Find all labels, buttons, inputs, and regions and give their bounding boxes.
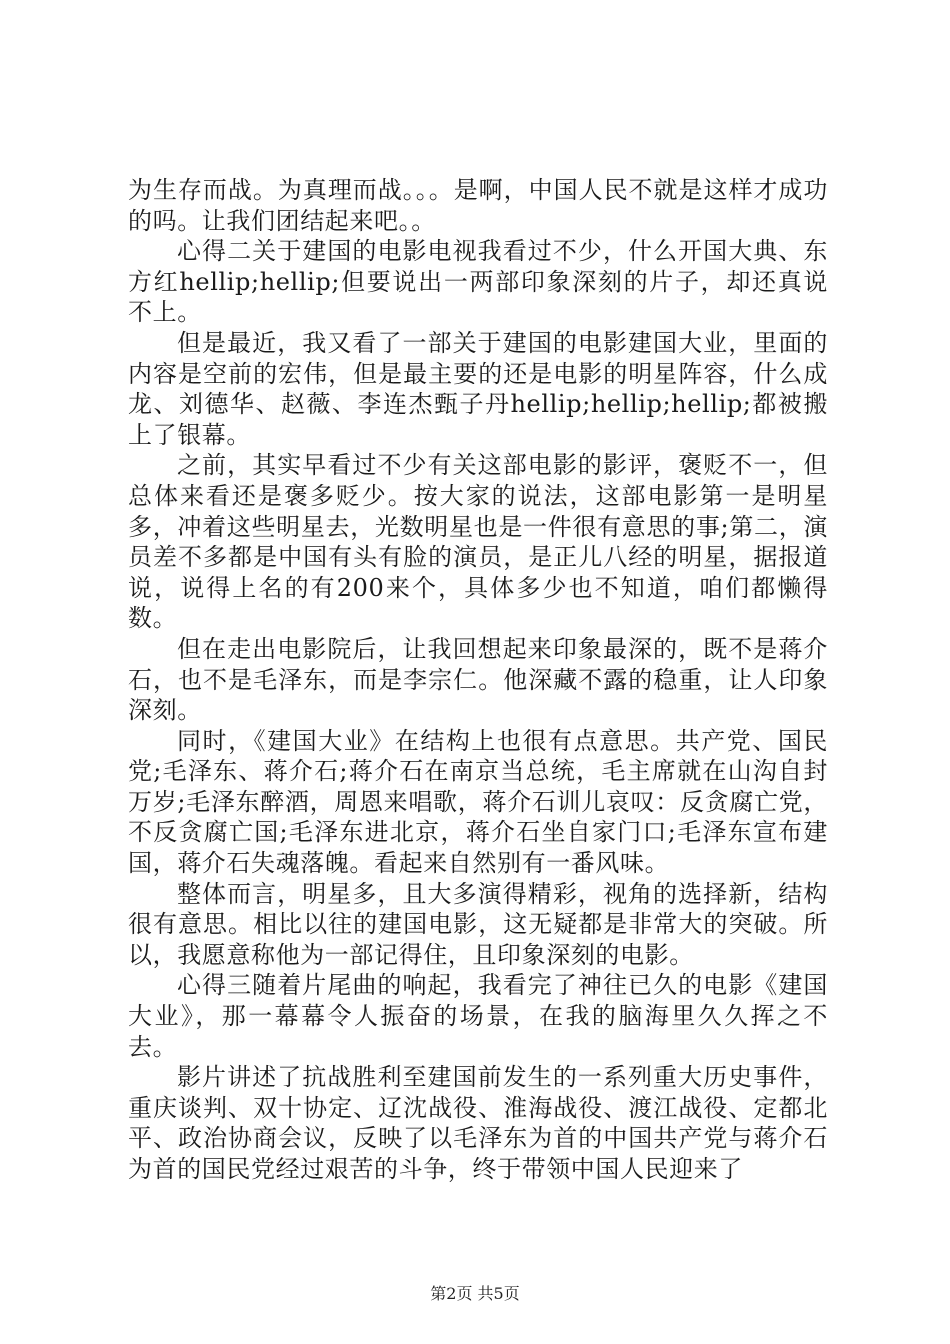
page-number-footer: 第2页 共5页 [430, 1284, 520, 1303]
paragraph-8: 心得三随着片尾曲的响起，我看完了神往已久的电影《建国大业》，那一幕幕令人振奋的场景，在我的脑海里久久挥之不去。 [128, 971, 828, 1061]
paragraph-3: 但是最近，我又看了一部关于建国的电影建国大业，里面的内容是空前的宏伟，但是最主要的还是电影的明星阵容，什么成龙、刘德华、赵薇、李连杰甄子丹hellip;hellip;hellip;都被搬上了银幕。 [128, 328, 828, 449]
paragraph-4: 之前，其实早看过不少有关这部电影的影评，褒贬不一，但总体来看还是褒多贬少。按大家的说法，这部电影第一是明星多，冲着这些明星去，光数明星也是一件很有意思的事;第二，演员差不多都是中国有头有脸的演员，是正儿八经的明星，据报道说，说得上名的有200来个，具体多少也不知道，咱们都懒得数。 [128, 451, 828, 633]
paragraph-9: 影片讲述了抗战胜利至建国前发生的一系列重大历史事件，重庆谈判、双十协定、辽沈战役、淮海战役、渡江战役、定都北平、政治协商会议，反映了以毛泽东为首的中国共产党与蒋介石为首的国民党经过艰苦的斗争，终于带领中国人民迎来了 [128, 1063, 828, 1183]
paragraph-2: 心得二关于建国的电影电视我看过不少，什么开国大典、东方红hellip;hellip;但要说出一两部印象深刻的片子，却还真说不上。 [128, 237, 828, 327]
paragraph-7: 整体而言，明星多，且大多演得精彩，视角的选择新，结构很有意思。相比以往的建国电影，这无疑都是非常大的突破。所以，我愿意称他为一部记得住，且印象深刻的电影。 [128, 879, 828, 969]
paragraph-5: 但在走出电影院后，让我回想起来印象最深的，既不是蒋介石，也不是毛泽东，而是李宗仁。他深藏不露的稳重，让人印象深刻。 [128, 634, 828, 725]
paragraph-1: 为生存而战。为真理而战。。。是啊，中国人民不就是这样才成功的吗。让我们团结起来吧。。 [128, 176, 828, 235]
document-body [128, 175, 828, 1185]
paragraph-6: 同时，《建国大业》在结构上也很有点意思。共产党、国民党;毛泽东、蒋介石;蒋介石在南京当总统，毛主席就在山沟自封万岁;毛泽东醉酒，周恩来唱歌，蒋介石训儿哀叹：反贪腐亡党，不反贪腐亡国;毛泽东进北京，蒋介石坐自家门口;毛泽东宣布建国，蒋介石失魂落魄。看起来自然别有一番风味。 [128, 726, 828, 878]
